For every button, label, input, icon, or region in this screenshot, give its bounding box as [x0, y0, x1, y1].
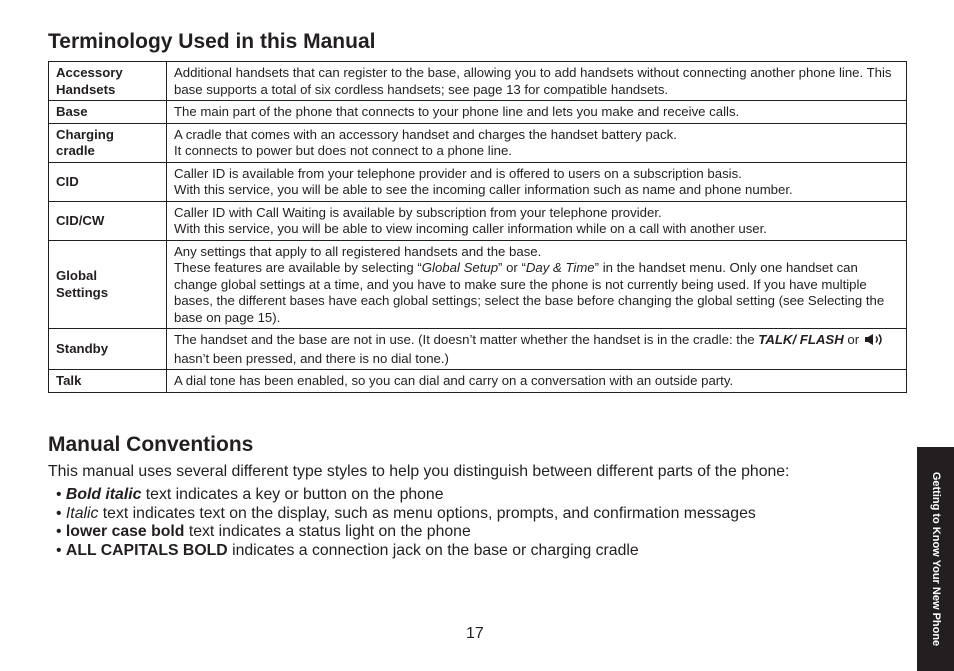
chapter-tab-label: Getting to Know Your New Phone	[929, 471, 942, 647]
term-cell	[49, 240, 167, 329]
term-cell	[49, 123, 167, 162]
definition-text: It connects to power but does not connect to a phone line.	[174, 143, 512, 158]
definition-cell	[167, 240, 907, 329]
display-text-day-time: Day & Time	[525, 260, 595, 275]
term-label: Base	[56, 104, 88, 119]
term-cell	[49, 62, 167, 101]
definition-cell	[167, 62, 907, 101]
term-label: CID/CW	[56, 212, 105, 228]
definition-cell	[167, 162, 907, 201]
style-example-all-caps-bold: ALL CAPITALS BOLD	[65, 541, 228, 559]
definition-text: With this service, you will be able to see the incoming caller information such as name and phone number.	[174, 182, 793, 197]
term-label: Settings	[56, 284, 109, 300]
term-label: Global	[56, 268, 98, 284]
chapter-side-tab	[917, 447, 954, 671]
table-row	[49, 370, 907, 393]
term-cell	[49, 101, 167, 124]
term-label: Accessory	[56, 65, 123, 80]
term-cell	[49, 329, 167, 370]
list-item: • Italic text indicates text on the display, such as menu options, prompts, and confirmation messages	[56, 504, 756, 522]
table-row	[49, 162, 907, 201]
table-row	[49, 329, 907, 370]
term-label: Charging	[56, 126, 114, 142]
section-title-conventions: Manual Conventions	[48, 433, 254, 456]
section-title-terminology: Terminology Used in this Manual	[48, 30, 376, 53]
term-label: Handsets	[56, 81, 116, 97]
list-item: • lower case bold text indicates a status light on the phone	[56, 523, 471, 540]
definition-text: The main part of the phone that connects to your phone line and lets you make and receive calls.	[174, 104, 740, 119]
list-item: • ALL CAPITALS BOLD indicates a connection jack on the base or charging cradle	[56, 541, 639, 559]
page-number: 17	[466, 625, 484, 642]
term-cell	[49, 370, 167, 393]
table-row	[49, 201, 907, 240]
term-cell	[49, 162, 167, 201]
definition-text: With this service, you will be able to view incoming caller information while on a call with another user.	[174, 221, 767, 236]
table-row	[49, 62, 907, 101]
definition-text: Any settings that apply to all registered handsets and the base.	[174, 243, 542, 259]
style-example-lowercase-bold: lower case bold	[65, 523, 185, 540]
conventions-intro: This manual uses several different type styles to help you distinguish between different parts of the phone:	[48, 463, 790, 480]
table-row	[49, 240, 907, 329]
definition-text: Caller ID with Call Waiting is available by subscription from your telephone provider.	[174, 204, 662, 220]
term-label: Talk	[56, 373, 82, 388]
definition-text: The handset and the base are not in use. (It doesn’t matter whether the handset is in the cradle: the	[174, 332, 759, 347]
style-example-italic: Italic	[65, 504, 99, 522]
definition-cell	[167, 201, 907, 240]
definition-text: These features are available by selecting “Global Setup” or “Day & Time” in the handset menu. Only one handset can change global settings at a time, and you have to make sure the phone is not currently being used. If you have multiple bases, the different bases have each global settings; select the base before changing the global setting (see Selecting the base on page 15).	[174, 260, 885, 325]
list-item: • Bold italic text indicates a key or button on the phone	[56, 486, 444, 503]
term-label: CID	[56, 173, 79, 189]
definition-cell: The handset and the base are not in use. (It doesn’t matter whether the handset is in the cradle: the TALK/ FLASH or hasn’t been pressed, and there is no dial tone.)	[167, 329, 907, 370]
definition-cell	[167, 370, 907, 393]
table-row	[49, 123, 907, 162]
definition-cell	[167, 101, 907, 124]
term-label: Standby	[56, 341, 109, 357]
definition-text: Additional handsets that can register to the base, allowing you to add handsets without connecting another phone line. This base supports a total of six cordless handsets; see page 13 for compatible handsets.	[174, 65, 892, 97]
definition-cell	[167, 123, 907, 162]
conventions-list	[56, 486, 756, 560]
definition-text: A cradle that comes with an accessory handset and charges the handset battery pack.	[174, 126, 677, 142]
definition-text: A dial tone has been enabled, so you can dial and carry on a conversation with an outside party.	[174, 373, 734, 388]
terminology-table	[48, 61, 907, 393]
definition-text: Caller ID is available from your telephone provider and is offered to users on a subscription basis.	[174, 165, 742, 181]
table-row	[49, 101, 907, 124]
term-label: cradle	[56, 143, 95, 158]
term-cell	[49, 201, 167, 240]
speaker-icon	[864, 333, 886, 351]
key-talk-flash: TALK/ FLASH	[758, 332, 844, 347]
style-example-bold-italic: Bold italic	[65, 486, 142, 503]
display-text-global-setup: Global Setup	[421, 260, 499, 275]
